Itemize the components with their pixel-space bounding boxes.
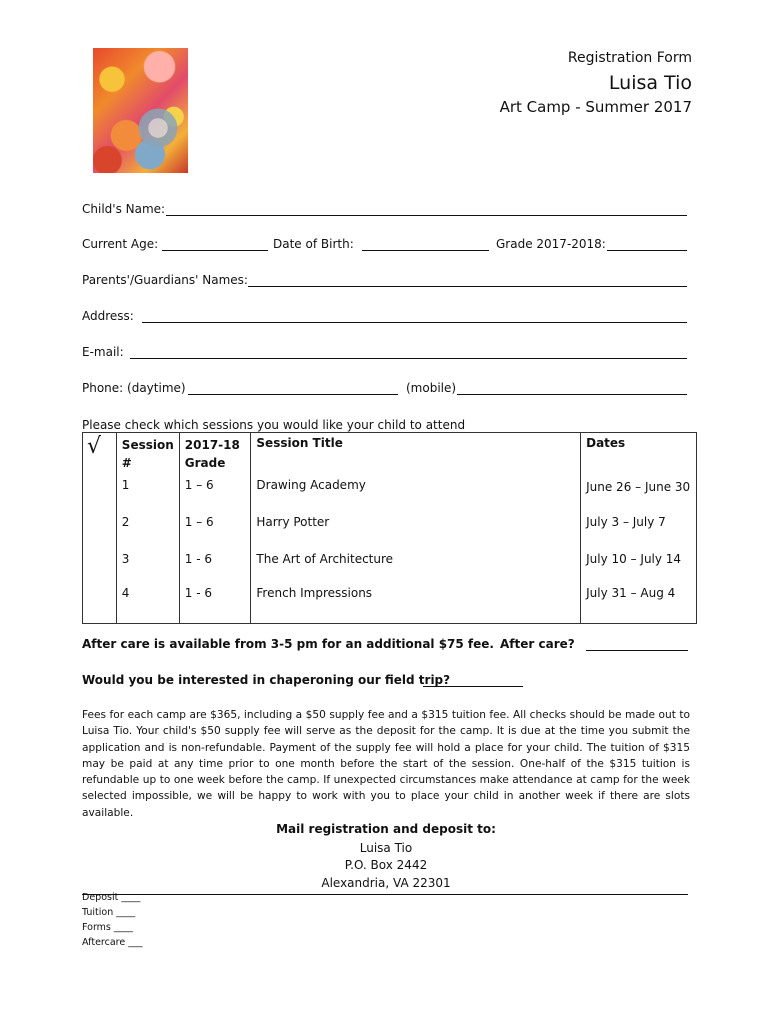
camp-owner-name: Luisa Tio <box>608 72 692 94</box>
session-number: 1 <box>116 475 179 512</box>
parents-field[interactable] <box>248 286 687 287</box>
session-grade: 1 - 6 <box>179 583 251 623</box>
aftercare-field[interactable] <box>586 650 688 651</box>
parents-label: Parents'/Guardians' Names: <box>82 273 248 287</box>
phone-daytime-field[interactable] <box>188 394 398 395</box>
table-row <box>83 475 697 512</box>
header-grade: 2017-18 Grade <box>179 433 251 476</box>
aftercare-question: After care? <box>500 637 575 651</box>
table-row <box>83 512 697 549</box>
mail-city: Alexandria, VA 22301 <box>321 876 451 890</box>
current-age-field[interactable] <box>162 250 268 251</box>
address-field[interactable] <box>142 322 687 323</box>
session-number: 3 <box>116 549 179 583</box>
session-checkbox[interactable] <box>83 512 117 549</box>
session-title: The Art of Architecture <box>251 549 581 583</box>
chaperone-question: Would you be interested in chaperoning our field trip? <box>82 673 451 687</box>
table-row <box>83 583 697 623</box>
session-checkbox[interactable] <box>83 583 117 623</box>
session-title: Drawing Academy <box>251 475 581 512</box>
current-age-label: Current Age: <box>82 237 159 251</box>
sessions-table <box>82 432 697 624</box>
fees-paragraph: Fees for each camp are $365, including a $50 supply fee and a $315 tuition fee. All checks should be made out to Luisa Tio. Your child's $50 supply fee will serve as the deposit for the camp. It is due at the time you submit the application and is non-refundable. Payment of the supply fee will hold a place for your child. The tuition of $315 may be paid at any time prior to one month before the start of the session. One-half of the $315 tuition is refundable up to one week before the camp. If unexpected circumstances make attendance at camp for the week selected impossible, we will be happy to work with you to place your child in another week if there are slots available. <box>82 709 690 819</box>
phone-mobile-field[interactable] <box>457 394 687 395</box>
header-title: Session Title <box>251 433 581 476</box>
header-dates: Dates <box>581 433 697 476</box>
session-number: 4 <box>116 583 179 623</box>
mail-box: P.O. Box 2442 <box>344 858 428 872</box>
session-dates: July 3 – July 7 <box>581 512 697 549</box>
mail-heading: Mail registration and deposit to: <box>276 822 496 836</box>
divider <box>82 894 688 895</box>
session-checkbox[interactable] <box>83 549 117 583</box>
session-dates: July 10 – July 14 <box>581 549 697 583</box>
session-number: 2 <box>116 512 179 549</box>
artwork-image <box>93 48 188 173</box>
office-aftercare: Aftercare ___ <box>82 937 143 948</box>
office-forms: Forms ____ <box>82 922 133 933</box>
phone-mobile-label: (mobile) <box>406 381 457 395</box>
session-grade: 1 – 6 <box>179 475 251 512</box>
table-header-row <box>83 433 697 476</box>
child-name-label: Child's Name: <box>82 202 166 216</box>
address-label: Address: <box>82 309 134 323</box>
session-grade: 1 – 6 <box>179 512 251 549</box>
email-label: E-mail: <box>82 345 124 359</box>
form-label: Registration Form <box>567 50 692 66</box>
grade-field[interactable] <box>607 250 687 251</box>
session-dates: July 31 – Aug 4 <box>581 583 697 623</box>
sessions-instruction: Please check which sessions you would like your child to attend <box>82 418 466 432</box>
dob-label: Date of Birth: <box>273 237 354 251</box>
child-name-field[interactable] <box>166 215 687 216</box>
event-title: Art Camp - Summer 2017 <box>499 98 692 116</box>
email-field[interactable] <box>130 358 687 359</box>
session-title: French Impressions <box>251 583 581 623</box>
mail-name: Luisa Tio <box>359 841 413 855</box>
session-dates: June 26 – June 30 <box>581 475 697 512</box>
phone-daytime-label: Phone: (daytime) <box>82 381 186 395</box>
office-tuition: Tuition ____ <box>82 907 136 918</box>
aftercare-note: After care is available from 3-5 pm for an additional $75 fee. <box>82 637 494 651</box>
checkmark-icon: √ <box>83 433 117 476</box>
table-row <box>83 549 697 583</box>
chaperone-field[interactable] <box>423 686 523 687</box>
session-grade: 1 - 6 <box>179 549 251 583</box>
dob-field[interactable] <box>362 250 489 251</box>
session-checkbox[interactable] <box>83 475 117 512</box>
grade-label: Grade 2017-2018: <box>496 237 606 251</box>
header-session: Session # <box>116 433 179 476</box>
office-deposit: Deposit ____ <box>82 892 141 903</box>
session-title: Harry Potter <box>251 512 581 549</box>
